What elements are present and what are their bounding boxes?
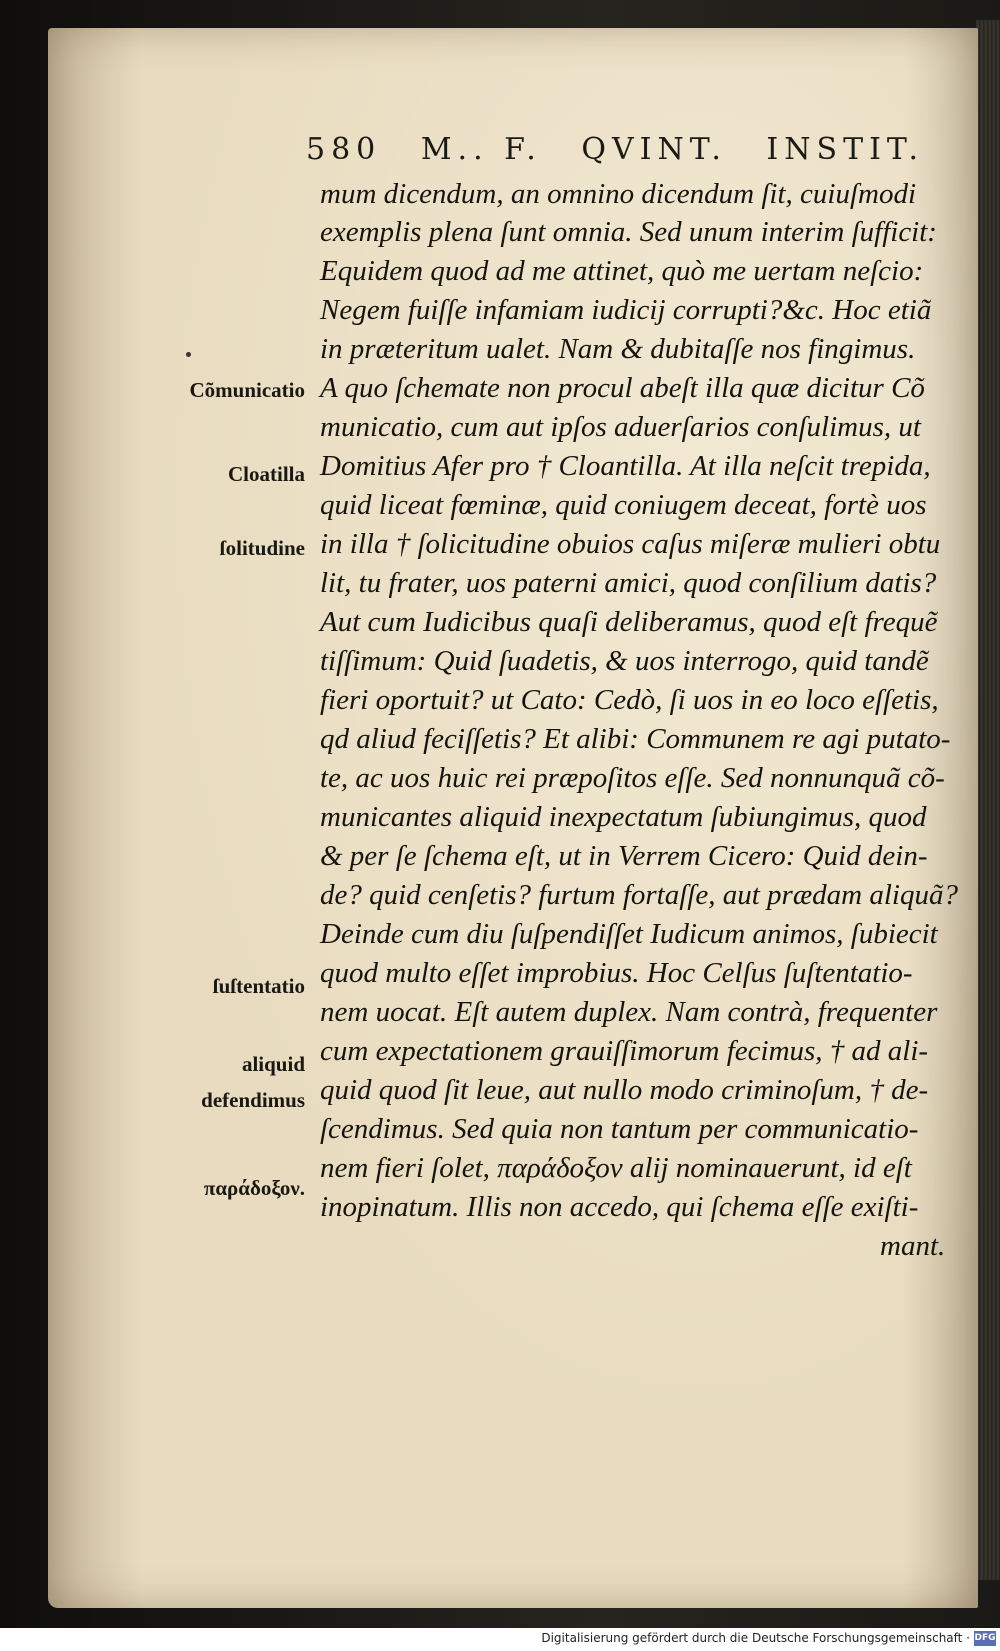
text-line: Domitius Afer pro † Cloantilla. At illa neſcit trepida, bbox=[320, 450, 931, 482]
margin-note: Cloatilla bbox=[228, 462, 305, 486]
text-line: de? quid cenſetis? furtum fortaſſe, aut prædam aliquã? bbox=[320, 879, 958, 911]
digitization-credit: Digitalisierung gefördert durch die Deutsche Forschungsgemeinschaft · bbox=[541, 1631, 970, 1645]
header-author: M.. F. bbox=[420, 132, 542, 167]
dfg-logo: DFG bbox=[974, 1631, 996, 1646]
text-line: mant. bbox=[880, 1230, 946, 1262]
text-line: ſcendimus. Sed quia non tantum per communicatio- bbox=[320, 1113, 919, 1145]
page-number: 580 bbox=[306, 132, 382, 167]
text-line: lit, tu frater, uos paterni amici, quod conſilium datis? bbox=[320, 567, 937, 599]
text-line: mum dicendum, an omnino dicendum ſit, cuiuſmodi bbox=[320, 178, 917, 210]
text-line: municatio, cum aut ipſos aduerſarios conſulimus, ut bbox=[320, 411, 921, 443]
text-line: municantes aliquid inexpectatum ſubiungimus, quod bbox=[320, 801, 927, 833]
margin-note: Cõmunicatio bbox=[189, 378, 305, 402]
running-header bbox=[306, 132, 936, 172]
text-line: tiſſimum: Quid ſuadetis, & uos interrogo, quid tandẽ bbox=[320, 645, 929, 677]
margin-mark bbox=[186, 352, 191, 357]
text-line: nem uocat. Eſt autem duplex. Nam contrà, frequenter bbox=[320, 996, 938, 1028]
margin-note: ſolitudine bbox=[219, 536, 305, 560]
margin-note: ſuſtentatio bbox=[212, 974, 305, 998]
text-line: nem fieri ſolet, παράδοξον alij nominauerunt, id eſt bbox=[320, 1152, 912, 1184]
text-line: A quo ſchemate non procul abeſt illa quæ dicitur Cõ bbox=[320, 372, 925, 404]
header-title-2: INSTIT. bbox=[766, 132, 925, 167]
text-line: Deinde cum diu ſuſpendiſſet Iudicum animos, ſubiecit bbox=[320, 918, 938, 950]
text-line: quid quod ſit leue, aut nullo modo criminoſum, † de- bbox=[320, 1074, 929, 1106]
text-line: cum expectationem grauiſſimorum fecimus, † ad ali- bbox=[320, 1035, 929, 1067]
text-line: te, ac uos huic rei præpoſitos eſſe. Sed nonnunquã cõ- bbox=[320, 762, 945, 794]
text-line: quid liceat fœminæ, quid coniugem deceat, fortè uos bbox=[320, 489, 927, 521]
text-line: Negem fuiſſe infamiam iudicij corrupti?&c. Hoc etiã bbox=[320, 294, 932, 326]
text-line: & per ſe ſchema eſt, ut in Verrem Cicero: Quid dein- bbox=[320, 840, 928, 872]
margin-note: aliquid bbox=[241, 1052, 305, 1076]
text-line: in præteritum ualet. Nam & dubitaſſe nos fingimus. bbox=[320, 333, 916, 365]
text-line: quod multo eſſet improbius. Hoc Celſus ſuſtentatio- bbox=[320, 957, 913, 989]
text-line: qd aliud feciſſetis? Et alibi: Communem re agi putato- bbox=[320, 723, 951, 755]
text-line: Equidem quod ad me attinet, quò me uertam neſcio: bbox=[320, 255, 924, 287]
text-line: exemplis plena ſunt omnia. Sed unum interim ſufficit: bbox=[320, 216, 937, 248]
book-edge bbox=[976, 20, 1000, 1580]
margin-note: παράδοξον. bbox=[203, 1176, 305, 1200]
margin-note: defendimus bbox=[201, 1088, 305, 1112]
text-line: inopinatum. Illis non accedo, qui ſchema eſſe exiſti- bbox=[320, 1191, 919, 1223]
text-line: fieri oportuit? ut Cato: Cedò, ſi uos in eo loco eſſetis, bbox=[320, 684, 939, 716]
text-line: Aut cum Iudicibus quaſi deliberamus, quod eſt frequẽ bbox=[320, 606, 938, 638]
header-title-1: QVINT. bbox=[581, 132, 727, 167]
text-line: in illa † ſolicitudine obuios caſus miſeræ mulieri obtu bbox=[320, 528, 941, 560]
footer-bar bbox=[0, 1628, 1000, 1651]
